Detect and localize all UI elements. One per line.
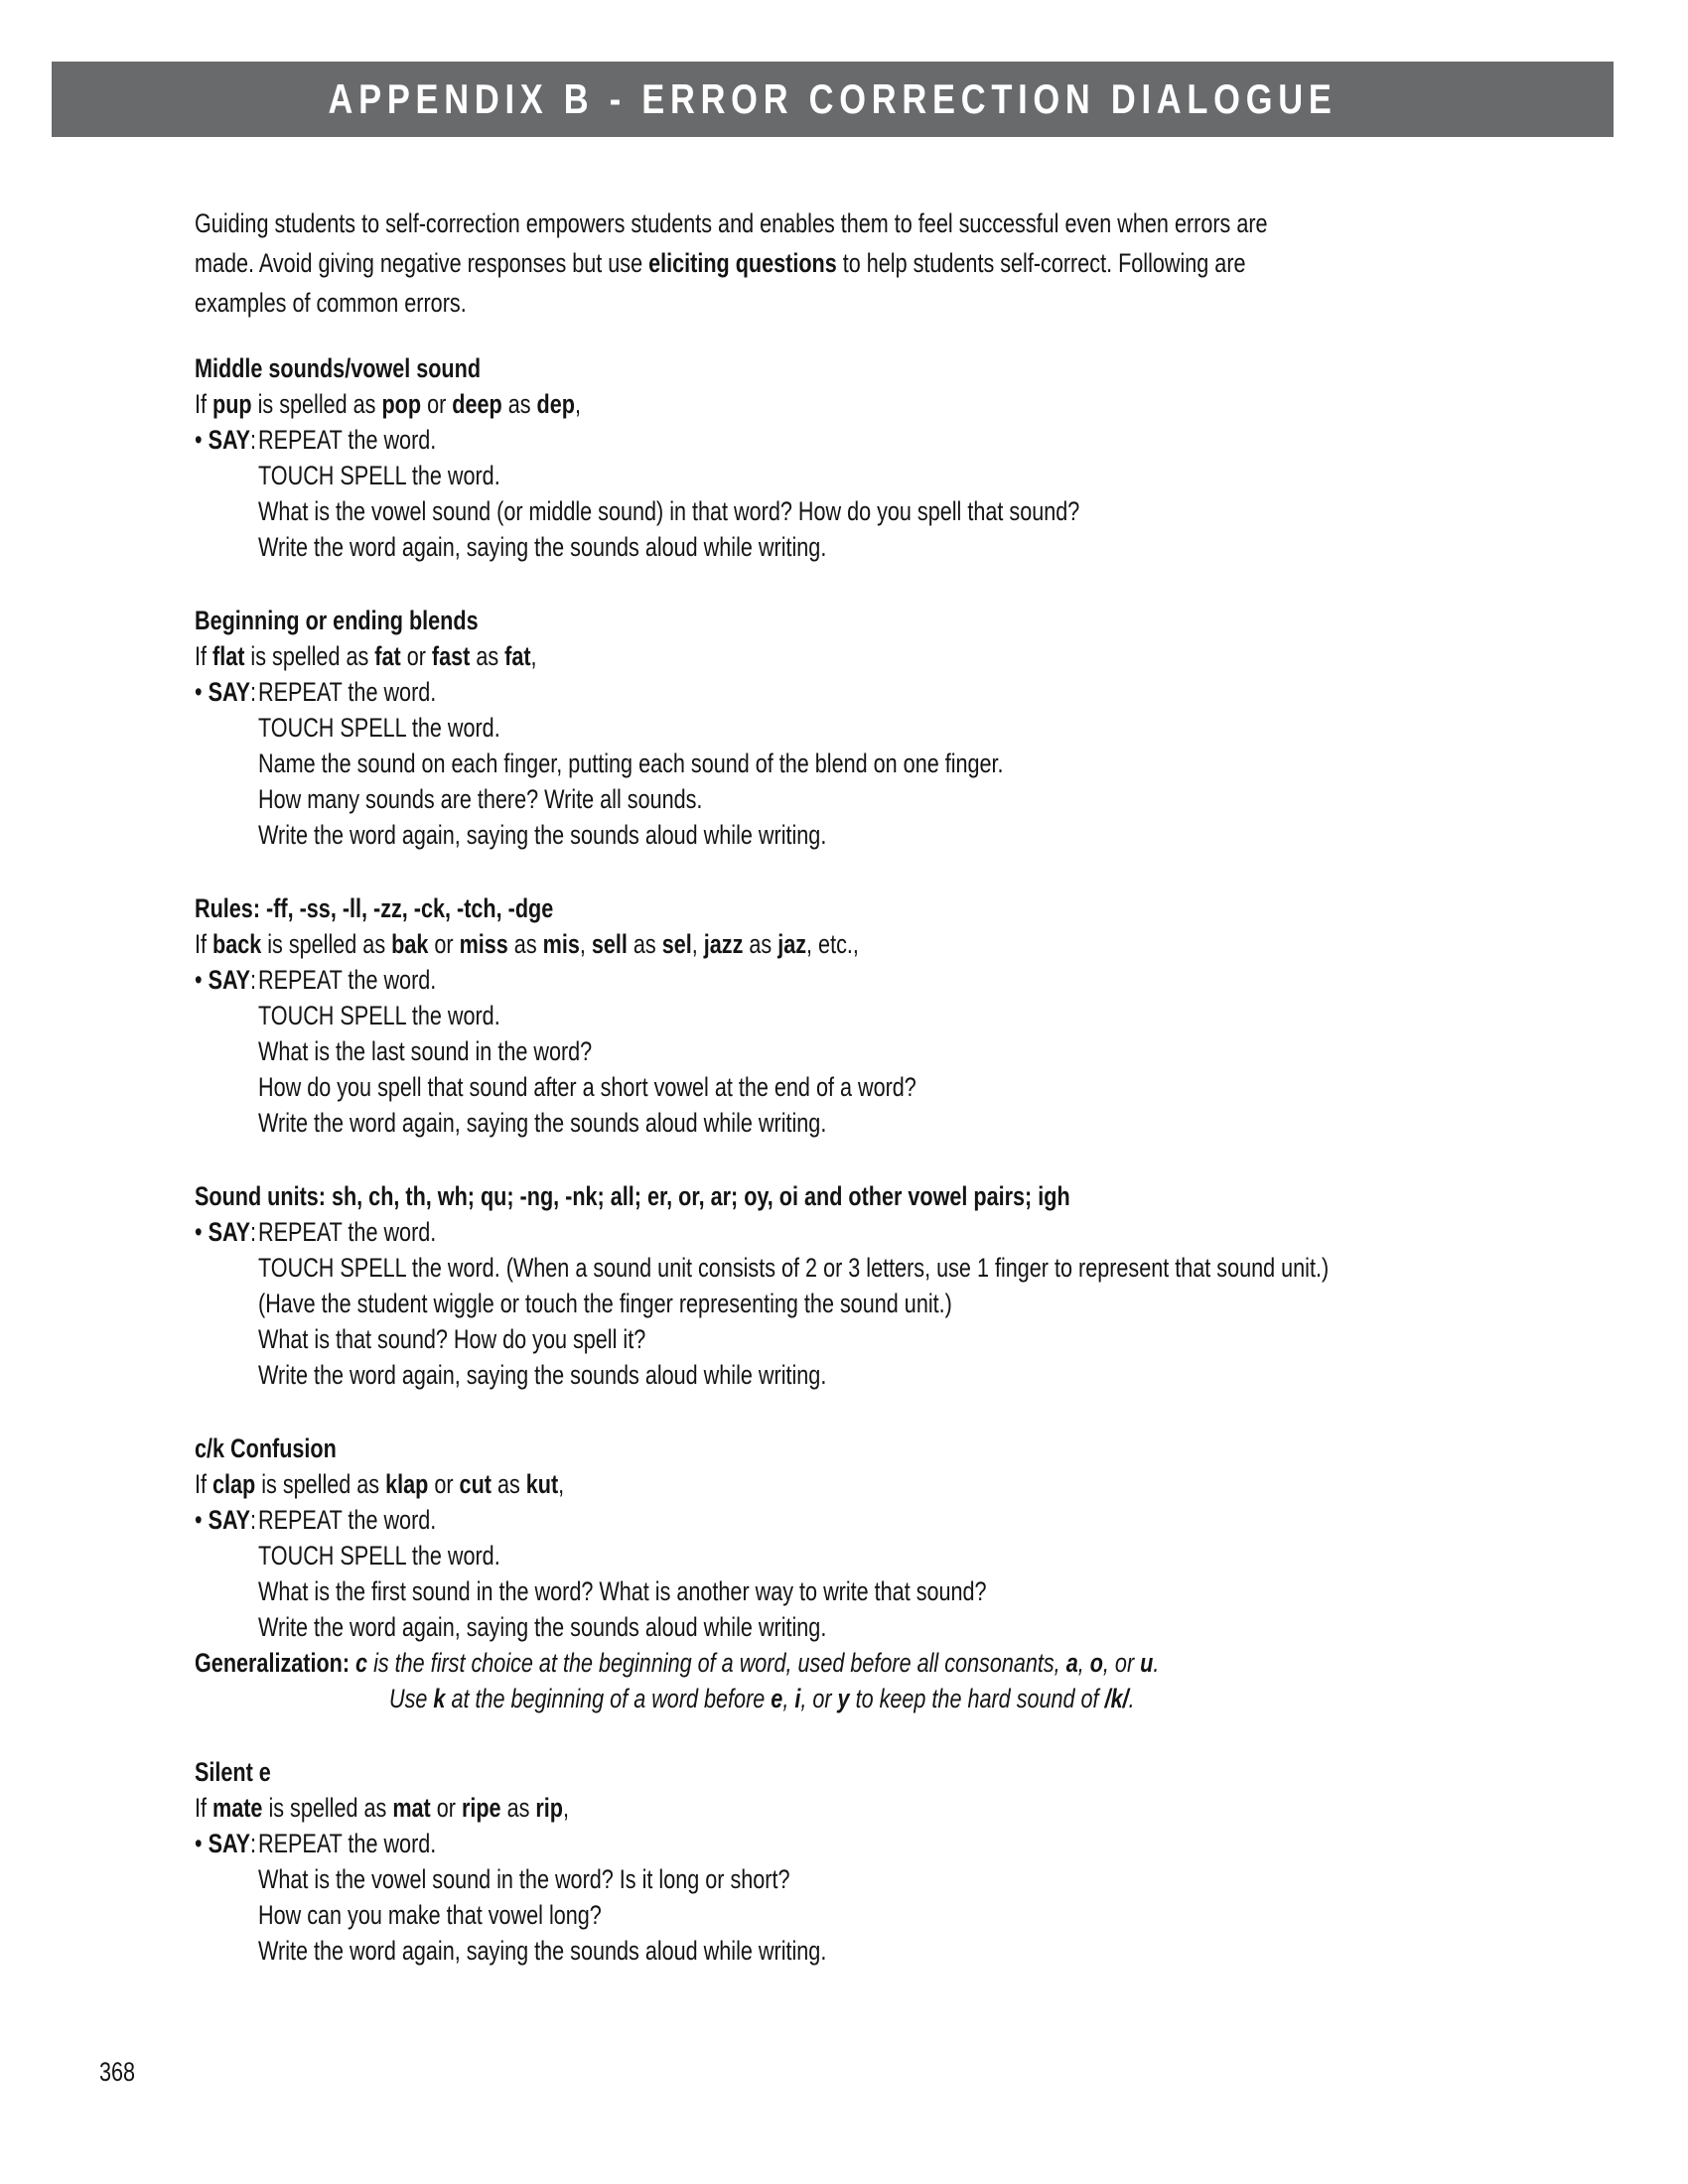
section-heading: Silent e [195,1757,271,1787]
say-line: Write the word again, saying the sounds aloud while writing. [258,532,827,562]
say-row: • SAY:REPEAT the word. [195,1826,1609,1861]
say-line: Write the word again, saying the sounds aloud while writing. [258,1936,827,1966]
bullet-icon: • [195,1505,209,1535]
content-column [195,204,1609,1969]
appendix-title: APPENDIX B - ERROR CORRECTION DIALOGUE [328,75,1337,122]
example-line: If flat is spelled as fat or fast as fat, [195,641,537,671]
say-line: Write the word again, saying the sounds aloud while writing. [258,1360,827,1390]
generalization-line: Generalization: c is the first choice at the beginning of a word, used before all consonants, a, o, or u. [195,1648,1160,1678]
say-line: TOUCH SPELL the word. (When a sound unit consists of 2 or 3 letters, use 1 finger to represent that sound unit.) [258,1253,1330,1283]
page-number: 368 [99,2057,136,2087]
appendix-header-bar [52,62,1614,137]
intro-paragraph [195,204,1609,323]
section [195,603,1609,853]
say-line: How can you make that vowel long? [258,1900,602,1930]
say-line: Write the word again, saying the sounds aloud while writing. [258,1108,827,1138]
say-line: TOUCH SPELL the word. [258,713,500,743]
example-line: If mate is spelled as mat or ripe as rip, [195,1793,570,1823]
say-line: Write the word again, saying the sounds aloud while writing. [258,820,827,850]
say-word: SAY [208,1829,251,1858]
say-row: • SAY:REPEAT the word. [195,674,1609,710]
say-label: • SAY: [195,1505,257,1535]
section [195,1431,1609,1716]
say-line: TOUCH SPELL the word. [258,461,500,490]
say-label: • SAY: [195,1217,257,1247]
say-word: SAY [208,425,251,455]
say-line: (Have the student wiggle or touch the finger representing the sound unit.) [258,1289,952,1318]
section [195,1754,1609,1969]
say-word: SAY [208,677,251,707]
example-line: If clap is spelled as klap or cut as kut, [195,1469,565,1499]
say-line: TOUCH SPELL the word. [258,1541,500,1570]
say-line: Write the word again, saying the sounds aloud while writing. [258,1612,827,1642]
say-row: • SAY:REPEAT the word. [195,422,1609,458]
say-word: SAY [208,1217,251,1247]
bullet-icon: • [195,677,209,707]
say-line: What is the last sound in the word? [258,1036,593,1066]
generalization-line: Use k at the beginning of a word before e, i, or y to keep the hard sound of /k/. [389,1684,1135,1713]
bullet-icon: • [195,425,209,455]
say-word: SAY [208,1505,251,1535]
section [195,1178,1609,1393]
section-heading: c/k Confusion [195,1433,337,1463]
say-row: • SAY:REPEAT the word. [195,1214,1609,1250]
section-heading: Middle sounds/vowel sound [195,353,482,383]
example-line: If pup is spelled as pop or deep as dep, [195,389,581,419]
say-label: • SAY: [195,425,257,455]
say-line: How do you spell that sound after a short vowel at the end of a word? [258,1072,916,1102]
sections [195,350,1609,1969]
section-heading: Beginning or ending blends [195,606,479,635]
say-line: How many sounds are there? Write all sounds. [258,784,703,814]
section-heading: Rules: -ff, -ss, -ll, -zz, -ck, -tch, -dge [195,893,554,923]
section [195,350,1609,565]
say-line: TOUCH SPELL the word. [258,1001,500,1030]
intro-line: made. Avoid giving negative responses but use eliciting questions to help students self-correct. Following are [195,248,1246,278]
bullet-icon: • [195,1829,209,1858]
section-heading: Sound units: sh, ch, th, wh; qu; -ng, -nk; all; er, or, ar; oy, oi and other vowel pairs; igh [195,1181,1070,1211]
say-row: • SAY:REPEAT the word. [195,962,1609,998]
bullet-icon: • [195,965,209,995]
section [195,890,1609,1141]
say-line: What is the vowel sound (or middle sound) in that word? How do you spell that sound? [258,496,1080,526]
intro-line: examples of common errors. [195,288,467,318]
say-line: What is the vowel sound in the word? Is it long or short? [258,1864,790,1894]
say-label: • SAY: [195,677,257,707]
say-line: What is the first sound in the word? What is another way to write that sound? [258,1576,987,1606]
say-line: Name the sound on each finger, putting each sound of the blend on one finger. [258,749,1004,778]
say-line: What is that sound? How do you spell it? [258,1324,646,1354]
example-line: If back is spelled as bak or miss as mis, sell as sel, jazz as jaz, etc., [195,929,859,959]
intro-line: Guiding students to self-correction empowers students and enables them to feel successful even when errors are [195,208,1268,238]
bullet-icon: • [195,1217,209,1247]
say-label: • SAY: [195,1829,257,1858]
say-row: • SAY:REPEAT the word. [195,1502,1609,1538]
say-label: • SAY: [195,965,257,995]
say-word: SAY [208,965,251,995]
